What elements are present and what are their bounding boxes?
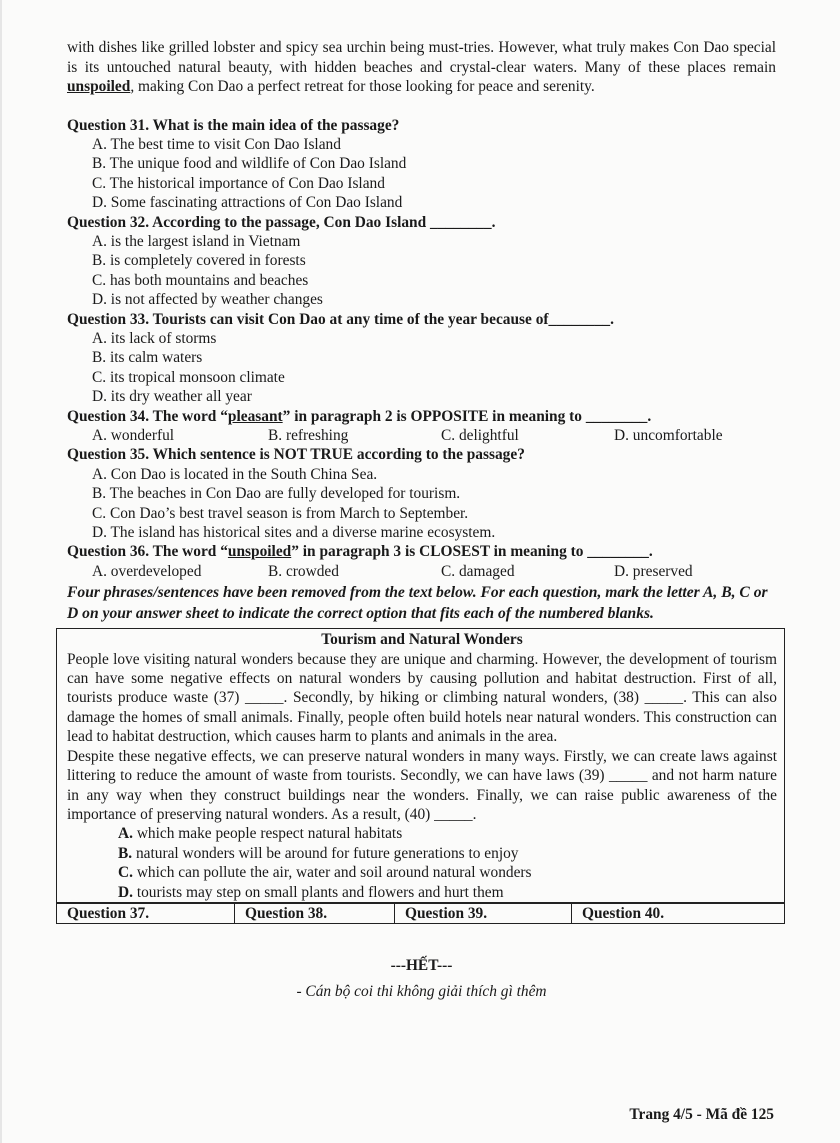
answer-cell-37: Question 37. bbox=[57, 904, 235, 923]
keyword-pleasant: pleasant bbox=[227, 407, 283, 425]
options-row bbox=[67, 562, 776, 581]
keyword-unspoiled: unspoiled bbox=[67, 78, 131, 95]
question-stem: Question 35. Which sentence is NOT TRUE according to the passage? bbox=[67, 446, 525, 464]
option-a: A. wonderful bbox=[92, 427, 175, 444]
stem-part: Question 36. The word “ bbox=[67, 543, 228, 561]
option-a: A. overdeveloped bbox=[92, 562, 202, 580]
question-stem: Question 32. According to the passage, Con Dao Island ________. bbox=[67, 213, 496, 231]
option-c: C. delightful bbox=[441, 427, 519, 444]
option-b: B. crowded bbox=[268, 562, 339, 580]
option-b: B. its calm waters bbox=[92, 349, 203, 367]
option-d: D. preserved bbox=[614, 562, 693, 580]
option-c: C. The historical importance of Con Dao Island bbox=[92, 174, 385, 192]
question-35 bbox=[67, 445, 776, 542]
answer-table bbox=[56, 903, 785, 924]
question-stem bbox=[67, 542, 776, 561]
option-d: D. its dry weather all year bbox=[92, 388, 252, 406]
option-d: D. The island has historical sites and a diverse marine ecosystem. bbox=[92, 524, 496, 542]
passage-paragraph-1: People love visiting natural wonders because they are unique and charming. However, the development of tourism can have some negative effects on natural wonders by causing pollution and habitat destruction. First of all, tourists produce waste (37) _____. Secondly, by hiking or climbing natural wonders, (38) _____. This can also damage the homes of small animals. Finally, people often build hotels near natural wonders. This construction can lead to habitat destruction, which causes harm to plants and animals in the area. bbox=[67, 650, 777, 746]
option-d: D. Some fascinating attractions of Con Dao Island bbox=[92, 194, 403, 212]
option-text: tourists may step on small plants and flowers and hurt them bbox=[132, 883, 504, 901]
end-marker: ---HẾT--- bbox=[390, 956, 453, 974]
intro-paragraph bbox=[67, 38, 776, 97]
option-letter: C. bbox=[118, 864, 133, 882]
option-b: B. refreshing bbox=[268, 427, 349, 444]
question-stem bbox=[67, 407, 776, 426]
passage-box bbox=[56, 628, 785, 903]
passage-paragraph-2: Despite these negative effects, we can preserve natural wonders in many ways. Firstly, we can create laws against littering to reduce the amount of waste from tourists. Secondly, we can have laws (39) _____ and not harm nature in any way when they construct buildings near the wonders. Finally, we can raise public awareness of the importance of preserving natural wonders. As a result, (40) _____. bbox=[67, 747, 777, 823]
question-stem: Question 33. Tourists can visit Con Dao at any time of the year because of________. bbox=[67, 310, 614, 328]
option-b bbox=[118, 844, 777, 863]
intro-text-end: , making Con Dao a perfect retreat for those looking for peace and serenity. bbox=[130, 78, 595, 95]
option-text: natural wonders will be around for future generations to enjoy bbox=[132, 844, 519, 862]
option-a: A. its lack of storms bbox=[92, 329, 217, 347]
question-32 bbox=[67, 213, 776, 310]
stem-part: Question 34. The word “ bbox=[67, 407, 228, 425]
option-c: C. damaged bbox=[441, 562, 515, 580]
option-letter: B. bbox=[118, 844, 133, 862]
answer-cell-38: Question 38. bbox=[235, 904, 395, 923]
option-b: B. is completely covered in forests bbox=[92, 252, 306, 270]
option-a: A. Con Dao is located in the South China Sea. bbox=[92, 465, 378, 483]
intro-text: with dishes like grilled lobster and spicy sea urchin being must-tries. However, what truly makes Con Dao special is its untouched natural beauty, with hidden beaches and crystal-clear waters. Many of these places remain bbox=[67, 39, 776, 76]
question-36 bbox=[67, 542, 776, 581]
option-text: which can pollute the air, water and soil around natural wonders bbox=[132, 864, 532, 882]
option-d: D. uncomfortable bbox=[614, 427, 723, 444]
question-31 bbox=[67, 116, 776, 213]
option-letter: A. bbox=[118, 825, 133, 843]
option-b: B. The unique food and wildlife of Con Dao Island bbox=[92, 155, 407, 173]
section-instruction: Four phrases/sentences have been removed from the text below. For each question, mark the letter A, B, C or D on your answer sheet to indicate the correct option that fits each of the numbered blanks. bbox=[67, 584, 768, 622]
page-footer: Trang 4/5 - Mã đề 125 bbox=[629, 1106, 774, 1123]
proctor-note: - Cán bộ coi thi không giải thích gì thêm bbox=[296, 982, 547, 1000]
option-a: A. The best time to visit Con Dao Island bbox=[92, 135, 341, 153]
answer-cell-39: Question 39. bbox=[395, 904, 572, 923]
option-c: C. its tropical monsoon climate bbox=[92, 368, 285, 386]
options-row bbox=[67, 426, 776, 445]
option-c: C. has both mountains and beaches bbox=[92, 271, 309, 289]
question-33 bbox=[67, 310, 776, 407]
passage-title: Tourism and Natural Wonders bbox=[321, 631, 523, 649]
passage-options bbox=[67, 824, 777, 902]
option-a: A. is the largest island in Vietnam bbox=[92, 232, 301, 250]
question-34 bbox=[67, 407, 776, 446]
option-d bbox=[118, 883, 777, 902]
keyword-unspoiled: unspoiled bbox=[227, 543, 292, 561]
stem-part: ” in paragraph 3 is CLOSEST in meaning to ________. bbox=[291, 543, 653, 561]
option-c: C. Con Dao’s best travel season is from March to September. bbox=[92, 504, 469, 522]
question-stem: Question 31. What is the main idea of the passage? bbox=[67, 116, 400, 134]
option-d: D. is not affected by weather changes bbox=[92, 291, 323, 309]
option-letter: D. bbox=[118, 883, 133, 901]
option-c bbox=[118, 863, 777, 882]
answer-cell-40: Question 40. bbox=[582, 904, 665, 922]
option-a bbox=[118, 824, 777, 843]
option-b: B. The beaches in Con Dao are fully developed for tourism. bbox=[92, 485, 461, 503]
stem-part: ” in paragraph 2 is OPPOSITE in meaning to ________. bbox=[282, 407, 652, 425]
option-text: which make people respect natural habitats bbox=[132, 825, 403, 843]
